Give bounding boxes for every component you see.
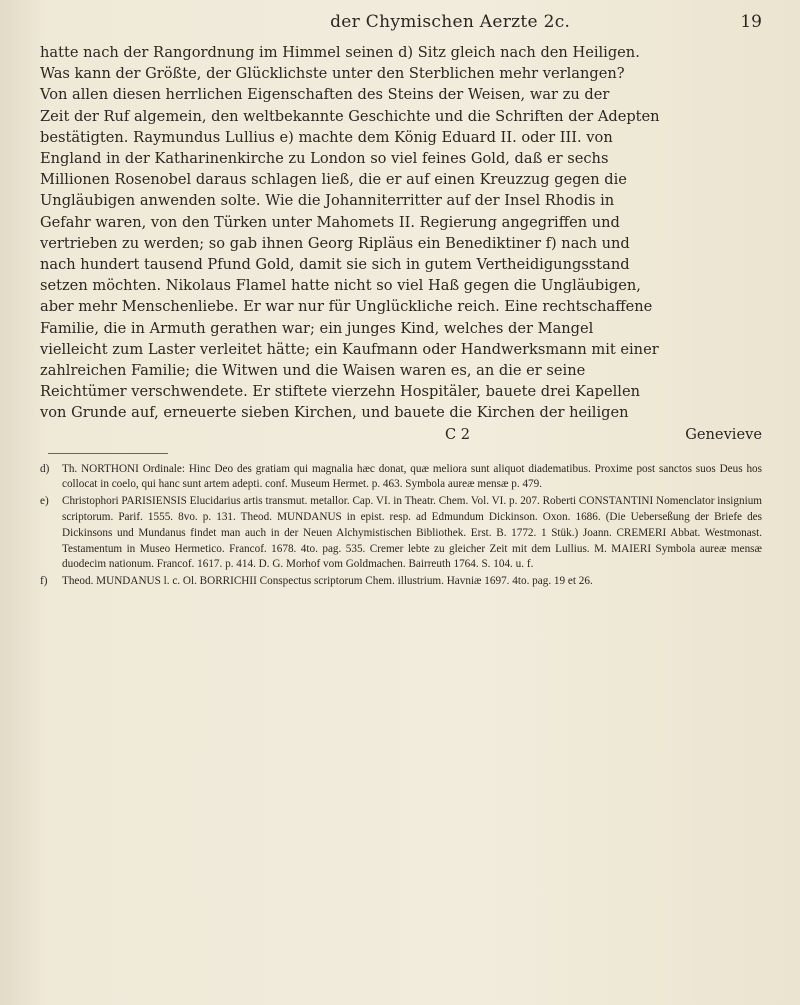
- text-line: Millionen Rosenobel daraus schlagen ließ, die er auf einen Kreuzzug gegen die: [40, 171, 627, 189]
- text-line: England in der Katharinenkirche zu London so viel feines Gold, daß er sechs: [40, 150, 609, 168]
- page-header: [40, 12, 762, 42]
- text-line: vertrieben zu werden; so gab ihnen Georg Ripläus ein Benediktiner f) nach und: [40, 234, 630, 252]
- footnote-e: [40, 494, 762, 573]
- text-line: bestätigten. Raymundus Lullius e) machte dem König Eduard II. oder III. von: [40, 128, 613, 146]
- text-line: von Grunde auf, erneuerte sieben Kirchen, und bauete die Kirchen der heiligen: [40, 404, 629, 422]
- footnote-d: [40, 462, 762, 494]
- text-line: Reichtümer verschwendete. Er stiftete vierzehn Hospitäler, bauete drei Kapellen: [40, 383, 641, 401]
- text-line: Ungläubigen anwenden solte. Wie die Johanniterritter auf der Insel Rhodis in: [40, 192, 615, 210]
- catchword: Genevieve: [685, 425, 762, 443]
- text-line: Was kann der Größte, der Glücklichste unter den Sterblichen mehr verlangen?: [40, 65, 625, 83]
- footnote-text: Theod. MUNDANUS l. c. Ol. BORRICHII Conspectus scriptorum Chem. illustrium. Havniæ 1697. 4to. pag. 19 et 26.: [62, 575, 593, 588]
- signature-mark: C 2: [445, 425, 471, 443]
- text-line: Zeit der Ruf algemein, den weltbekannte Geschichte und die Schriften der Adepten: [40, 107, 660, 125]
- text-line: nach hundert tausend Pfund Gold, damit sie sich in gutem Vertheidigungsstand: [40, 256, 630, 274]
- footnote-mark: d): [40, 462, 50, 475]
- main-text: [40, 42, 762, 424]
- footnotes: [40, 462, 762, 590]
- text-line: Von allen diesen herrlichen Eigenschaften des Steins der Weisen, war zu der: [40, 86, 610, 104]
- catchline: [40, 424, 762, 445]
- footnote-mark: e): [40, 495, 49, 508]
- footnote-text: Christophori PARISIENSIS Elucidarius artis transmut. metallor. Cap. VI. in Theatr. Chem. Vol. VI. p. 207. Roberti CONSTANTINI Nomenclator insignium scriptorum. Parif. 1555. 8vo. p. 131. Theod. MUNDANUS in epist. resp. ad Edmundum Dickinson. Oxon. 1686. (Die Ueberseßung der Briefe des Dickinsons und Mundanus findet man auch in der Neuen Alchymistischen Bibliothek. Erst. B. 1772. 1 Stük.) Joann. CREMERI Abbat. Westmonast. Testamentum in Museo Hermetico. Francof. 1678. 4to. pag. 535. Cremer lebte zu gleicher Zeit mit dem Lullius. M. MAIERI Symbola aureæ mensæ duodecim nationum. Francof. 1617. p. 414. D. G. Morhof vom Goldmachen. Bairreuth 1764. S. 104. u. f.: [62, 495, 762, 571]
- text-line: vielleicht zum Laster verleitet hätte; ein Kaufmann oder Handwerksmann mit einer: [40, 340, 659, 358]
- running-head: der Chymischen Aerzte 2c.: [330, 12, 571, 32]
- text-line: zahlreichen Familie; die Witwen und die Waisen waren es, an die er seine: [40, 362, 586, 380]
- text-line: hatte nach der Rangordnung im Himmel seinen d) Sitz gleich nach den Heiligen.: [40, 44, 640, 61]
- footnote-f: [40, 574, 762, 590]
- text-line: aber mehr Menschenliebe. Er war nur für Unglückliche reich. Eine rechtschaffene: [40, 298, 653, 316]
- text-line: Familie, die in Armuth gerathen war; ein junges Kind, welches der Mangel: [40, 319, 594, 337]
- page-number: 19: [740, 12, 762, 32]
- footnote-divider: [48, 453, 168, 454]
- text-line: setzen möchten. Nikolaus Flamel hatte nicht so viel Haß gegen die Ungläubigen,: [40, 277, 641, 295]
- footnote-text: Th. NORTHONI Ordinale: Hinc Deo des gratiam qui magnalia hæc donat, quæ meliora sunt aliquot diadematibus. Proxime post sanctos suos Deus hos collocat in coelo, qui hanc sunt artem adepti. conf. Museum Hermet. p. 463. Symbola aureæ mensæ p. 479.: [62, 462, 762, 491]
- footnote-mark: f): [40, 575, 48, 588]
- text-line: Gefahr waren, von den Türken unter Mahomets II. Regierung angegriffen und: [40, 213, 620, 231]
